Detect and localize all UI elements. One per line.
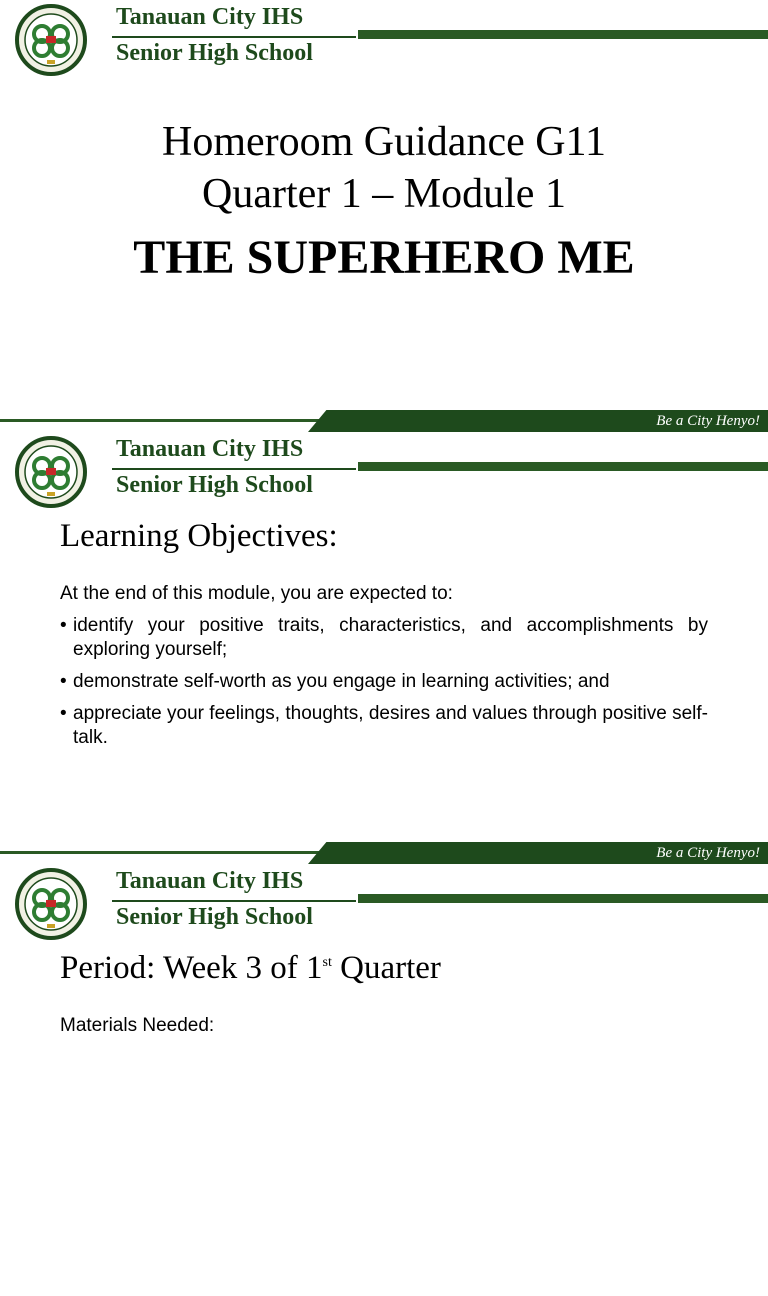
period-heading-prefix: Period: Week 3 of 1 (60, 950, 323, 986)
school-seal-logo (12, 436, 90, 508)
school-subtitle: Senior High School (116, 40, 313, 66)
objectives-intro: At the end of this module, you are expected to: (60, 583, 453, 604)
title-slide (0, 0, 768, 432)
module-title: THE SUPERHERO ME (133, 231, 635, 284)
header-rule (112, 36, 356, 38)
footer (0, 410, 768, 432)
footer-motto: Be a City Henyo! (656, 413, 760, 429)
header-bar (358, 30, 768, 39)
course-title: Homeroom Guidance G11 (162, 119, 606, 165)
objectives-list (60, 614, 708, 758)
objectives-slide (0, 432, 768, 864)
bullet-glyph: • (60, 703, 67, 724)
school-name: Tanauan City IHS (116, 4, 304, 30)
school-subtitle: Senior High School (116, 472, 313, 498)
bullet-glyph: • (60, 615, 67, 636)
objective-text: demonstrate self-worth as you engage in learning activities; and (73, 671, 610, 692)
school-seal-logo (12, 868, 90, 940)
objective-text: identify your positive traits, characteristics, and accomplishments by exploring yourself; (73, 615, 708, 660)
header-bar (358, 894, 768, 903)
footer (0, 842, 768, 864)
period-heading-suffix: Quarter (331, 950, 441, 986)
header-rule (112, 900, 356, 902)
materials-label: Materials Needed: (60, 1015, 215, 1036)
objectives-heading: Learning Objectives: (60, 518, 338, 554)
school-subtitle: Senior High School (116, 904, 313, 930)
period-slide (0, 864, 768, 1296)
footer-motto: Be a City Henyo! (656, 845, 760, 861)
header-bar (358, 462, 768, 471)
bullet-glyph: • (60, 671, 67, 692)
list-item (60, 670, 708, 694)
school-name: Tanauan City IHS (116, 436, 304, 462)
list-item (60, 702, 708, 750)
objective-text: appreciate your feelings, thoughts, desires and values through positive self-talk. (73, 703, 708, 748)
school-seal-logo (12, 4, 90, 76)
period-heading-sup: st (322, 955, 332, 970)
module-label: Quarter 1 – Module 1 (202, 171, 566, 217)
header-rule (112, 468, 356, 470)
school-name: Tanauan City IHS (116, 868, 304, 894)
period-heading (60, 950, 441, 987)
list-item (60, 614, 708, 662)
